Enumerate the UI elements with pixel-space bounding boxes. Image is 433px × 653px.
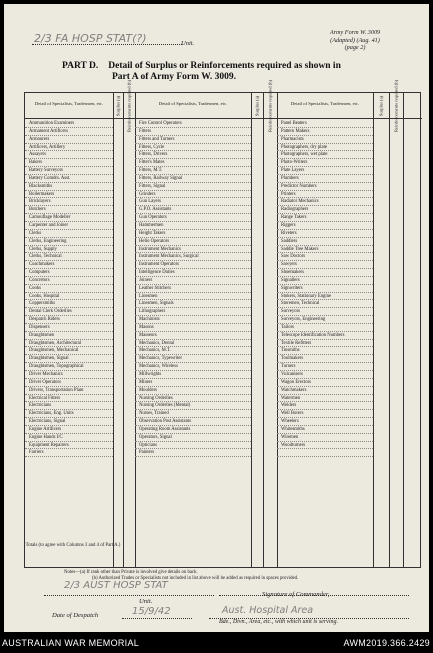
- table-row: Nursing Orderlies: [135, 395, 251, 403]
- table-row: Predictor Numbers: [277, 183, 373, 191]
- table-row: Masons: [135, 324, 251, 332]
- table-row: Radiator Mechanics: [277, 198, 373, 206]
- handwritten-date: 15/9/42: [132, 606, 171, 617]
- table-row: Helio Operators: [135, 238, 251, 246]
- table-row: Fitters and Turners: [135, 136, 251, 144]
- table-row: Photo-Writers: [277, 159, 373, 167]
- table-row: Lithographers: [135, 308, 251, 316]
- table-row: Boilermakers: [25, 191, 113, 199]
- table-row: Ammunition Examiners: [25, 120, 113, 128]
- table-row: Intelligence Duties: [135, 269, 251, 277]
- col-header-surplus: Surplus (a): [373, 93, 389, 119]
- table-row: Fitters, Signal: [135, 183, 251, 191]
- table-row: Pattern Makers: [277, 128, 373, 136]
- table-row: Mechanics, Typewriter: [135, 355, 251, 363]
- table-row: Plate Layers: [277, 167, 373, 175]
- table-row: Leather Stitchers: [135, 285, 251, 293]
- table-row: Woodturners: [277, 442, 373, 450]
- table-row: Electricians: [25, 402, 113, 410]
- table-row: Draughtsmen, Architectural: [25, 340, 113, 348]
- specialist-list-2: [135, 120, 251, 457]
- table-row: Fitters, M.T.: [135, 167, 251, 175]
- table-row: Drivers, Transportation Plant: [25, 387, 113, 395]
- title-line-2: Part A of Army Form W. 3009.: [112, 72, 237, 82]
- table-row: Signallers: [277, 277, 373, 285]
- col-header-reinforcements: Reinforcements required (b): [263, 93, 277, 119]
- table-row: Saw Doctors: [277, 253, 373, 261]
- table-row: Opticians: [135, 442, 251, 450]
- totals-label: Totals (to agree with Columns 3 and 4 of Part A.): [25, 543, 121, 548]
- table-row: Fitters, Cycle: [135, 144, 251, 152]
- bde-label: Bde., Divn., Area, etc., with which unit is serving.: [219, 619, 338, 625]
- table-row: Storemen, Technical: [277, 300, 373, 308]
- table-row: Wiremen: [277, 434, 373, 442]
- specialist-list-1: [25, 120, 113, 457]
- table-row: Mechanics, Dental: [135, 340, 251, 348]
- table-row: Operating Room Assistants: [135, 426, 251, 434]
- table-row: Nursing Orderlies (Mental): [135, 402, 251, 410]
- table-row: Electricians, Signal: [25, 418, 113, 426]
- table-row: Linesmen: [135, 293, 251, 301]
- table-row: Riggers: [277, 222, 373, 230]
- table-row: Painters: [135, 449, 251, 457]
- form-line: (Adapted) (Aug. 41): [330, 36, 380, 44]
- table-row: Welders: [277, 402, 373, 410]
- table-row: Coachmakers: [25, 261, 113, 269]
- col-header-specialists: Detail of Specialists, Tradesmen, etc.: [25, 93, 113, 119]
- table-row: Gun Layers: [135, 198, 251, 206]
- table-row: Dispensers: [25, 324, 113, 332]
- table-row: Computers: [25, 269, 113, 277]
- table-row: Draughtsmen, Signal: [25, 355, 113, 363]
- table-row: Fire Control Operators: [135, 120, 251, 128]
- col-rule: [389, 93, 404, 567]
- table-row: Saddlers: [277, 238, 373, 246]
- table-row: Cooks: [25, 285, 113, 293]
- table-row: Electricians, Eng. Units: [25, 410, 113, 418]
- table-row: Watermen: [277, 395, 373, 403]
- table-row: Hammermen: [135, 222, 251, 230]
- note-a: Notes—(a) If rank other than Private is involved give details on back.: [64, 570, 198, 575]
- table-row: Moulders: [135, 387, 251, 395]
- form-line: (page 2): [344, 44, 366, 52]
- table-row: Plumbers: [277, 175, 373, 183]
- table-row: Gun Operators: [135, 214, 251, 222]
- table-row: Riveters: [277, 230, 373, 238]
- specialists-table: [24, 79, 421, 568]
- table-row: Electrical Fitters: [25, 395, 113, 403]
- table-row: Watchmakers: [277, 387, 373, 395]
- table-row: Fitters, Railway Signal: [135, 175, 251, 183]
- table-row: Pharmacists: [277, 136, 373, 144]
- table-row: Operators, Signal: [135, 434, 251, 442]
- table-row: Stokers, Stationary Engine: [277, 293, 373, 301]
- unit-line: [32, 44, 182, 45]
- table-row: Vulcanisers: [277, 371, 373, 379]
- date-dots: [122, 618, 192, 619]
- unit-label-footer: Unit.: [139, 598, 153, 605]
- handwritten-unit-footer: 2/3 AUST HOSP STAT: [64, 580, 168, 591]
- table-row: Fitter's Mates: [135, 159, 251, 167]
- table-row: Blacksmiths: [25, 183, 113, 191]
- table-row: Wheelers: [277, 418, 373, 426]
- table-row: Surveyors: [277, 308, 373, 316]
- table-row: Linesmen, Signals: [135, 300, 251, 308]
- unit-label: Unit.: [181, 40, 195, 47]
- table-row: Carpenter and Joiner: [25, 222, 113, 230]
- table-row: Driver Mechanics: [25, 371, 113, 379]
- table-row: Draughtsmen, Topographical: [25, 363, 113, 371]
- table-row: Sawyers: [277, 261, 373, 269]
- note-b: (b) Authorized Trades or Specialists not included in list above will be added as required in spaces provided.: [92, 576, 299, 581]
- table-row: Toolmakers: [277, 355, 373, 363]
- table-row: Bricklayers: [25, 198, 113, 206]
- table-row: Shoemakers: [277, 269, 373, 277]
- table-row: Concretors: [25, 277, 113, 285]
- col-header-surplus: Surplus (a): [113, 93, 123, 119]
- handwritten-unit: 2/3 FA HOSP STAT(?): [34, 32, 147, 45]
- table-row: Height Takers: [135, 230, 251, 238]
- table-row: Armourers: [25, 136, 113, 144]
- table-row: Cooks, Hospital: [25, 293, 113, 301]
- specialist-list-3: [277, 120, 373, 457]
- table-row: Photographers, dry plate: [277, 144, 373, 152]
- table-row: Tinsmiths: [277, 347, 373, 355]
- table-row: Printers: [277, 191, 373, 199]
- table-row: Fitters: [135, 128, 251, 136]
- table-row: Battery Surveyors: [25, 167, 113, 175]
- form-line: Army Form W. 3009: [329, 29, 381, 36]
- part-label: PART D.: [62, 61, 99, 71]
- table-row: Camouflage Modeller: [25, 214, 113, 222]
- table-row: Surveyors, Engineering: [277, 316, 373, 324]
- col-header-specialists: Detail of Specialists, Tradesmen, etc.: [277, 93, 373, 119]
- form-paper: [4, 4, 429, 632]
- table-row: Battery Comdrs. Asst.: [25, 175, 113, 183]
- table-row: Well Borers: [277, 410, 373, 418]
- table-row: Draughtsmen: [25, 332, 113, 340]
- table-row: Assayers: [25, 151, 113, 159]
- table-row: Bakers: [25, 159, 113, 167]
- table-row: Wagon Erectors: [277, 379, 373, 387]
- table-row: G.P.O. Assistants: [135, 206, 251, 214]
- table-row: Signwriters: [277, 285, 373, 293]
- table-row: Equipment Repairers: [25, 442, 113, 450]
- table-row: Observation Post Assistants: [135, 418, 251, 426]
- table-row: Clerks, Supply: [25, 246, 113, 254]
- table-row: Saddle Tree Makers: [277, 246, 373, 254]
- caption-left: AUSTRALIAN WAR MEMORIAL: [2, 638, 140, 648]
- col-header-surplus: Surplus (a): [251, 93, 263, 119]
- table-row: [277, 449, 373, 457]
- col-header-blank: [403, 93, 422, 119]
- table-row: Machinists: [135, 316, 251, 324]
- table-row: Butchers: [25, 206, 113, 214]
- table-row: Instrument Operators: [135, 261, 251, 269]
- table-row: Fitters, Drivers: [135, 151, 251, 159]
- table-row: Despatch Riders: [25, 316, 113, 324]
- caption-right: AWM2019.366.2429: [343, 638, 430, 648]
- title-line-1: Detail of Surplus or Reinforcements required as shown in: [108, 61, 341, 71]
- table-row: Engine Hands I/C: [25, 434, 113, 442]
- table-row: Draughtsmen, Mechanical: [25, 347, 113, 355]
- unit-dots: [44, 595, 214, 596]
- col-rule: [263, 93, 278, 567]
- signature-label: Signature of Commander,: [262, 591, 330, 598]
- table-row: Joiners: [135, 277, 251, 285]
- table-row: Instrument Mechanics, Surgical: [135, 253, 251, 261]
- handwritten-bde: Aust. Hospital Area: [222, 605, 314, 616]
- table-row: Range Takers: [277, 214, 373, 222]
- table-row: Mechanics, M.T.: [135, 347, 251, 355]
- col-header-specialists: Detail of Specialists, Tradesmen, etc.: [135, 93, 251, 119]
- table-row: Telescope Identification Numbers: [277, 332, 373, 340]
- table-row: Turners: [277, 363, 373, 371]
- table-row: Whitesmiths: [277, 426, 373, 434]
- col-rule: [373, 93, 390, 567]
- table-row: Nurses, Trained: [135, 410, 251, 418]
- table-row: Clerks, Technical: [25, 253, 113, 261]
- table-row: Driver Operators: [25, 379, 113, 387]
- table-row: Textile Refitters: [277, 340, 373, 348]
- table-row: Photographers, wet plate: [277, 151, 373, 159]
- table-row: Mechanics, Wireless: [135, 363, 251, 371]
- table-row: Engine Artificers: [25, 426, 113, 434]
- table-row: Panel Beaters: [277, 120, 373, 128]
- table-row: Clerks: [25, 230, 113, 238]
- col-header-reinforcements: Reinforcements required (b): [123, 93, 135, 119]
- table-row: Tailors: [277, 324, 373, 332]
- table-row: Masseurs: [135, 332, 251, 340]
- table-row: Instrument Mechanics: [135, 246, 251, 254]
- table-row: Grinders: [135, 191, 251, 199]
- table-row: Armament Artificers: [25, 128, 113, 136]
- table-row: Miners: [135, 379, 251, 387]
- despatch-label: Date of Despatch: [52, 612, 99, 619]
- table-row: Dental Clerk Orderlies: [25, 308, 113, 316]
- table-row: Radiographers: [277, 206, 373, 214]
- table-row: Farriers: [25, 449, 113, 457]
- form-title: [24, 61, 419, 83]
- table-row: Millwrights: [135, 371, 251, 379]
- table-row: Clerks, Engineering: [25, 238, 113, 246]
- col-header-reinforcements: Reinforcements required (b): [389, 93, 403, 119]
- table-row: Coppersmiths: [25, 300, 113, 308]
- table-row: Artificers, Artillery: [25, 144, 113, 152]
- form-number: [295, 29, 415, 52]
